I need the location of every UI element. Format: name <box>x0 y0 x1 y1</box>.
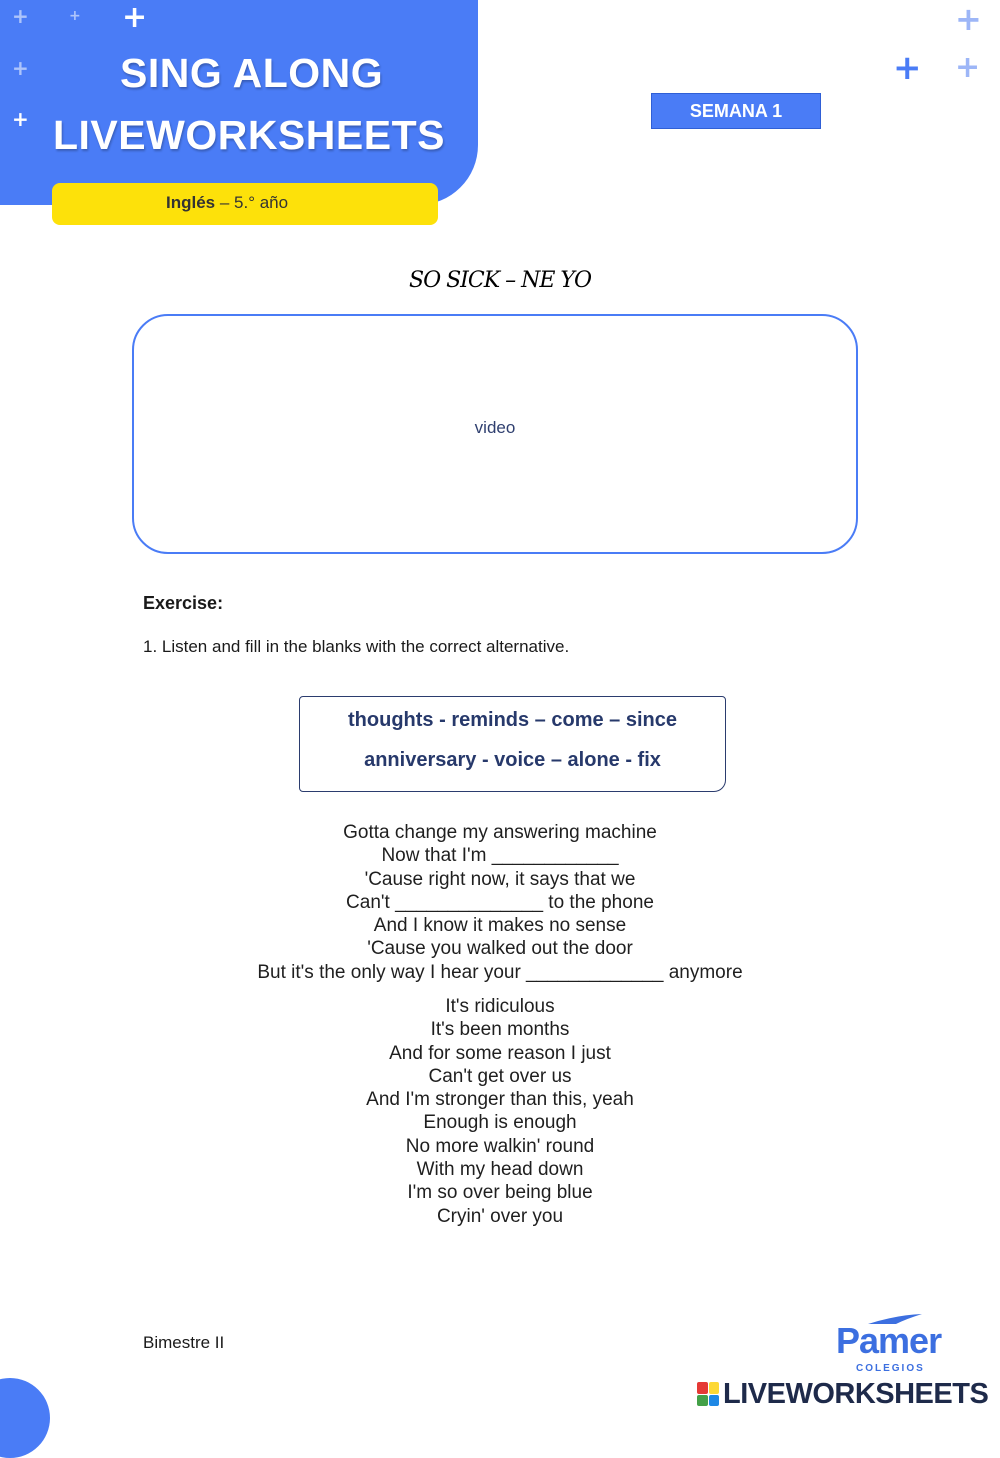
grade-value: – 5.° año <box>215 193 289 212</box>
lyric-line: No more walkin' round <box>405 1135 595 1157</box>
liveworksheets-icon <box>697 1382 719 1406</box>
lyrics-verse-2 <box>0 995 1000 1228</box>
lyric-line: 'Cause you walked out the door <box>367 938 633 960</box>
word-bank-line1: thoughts - reminds – come – since <box>348 709 677 731</box>
exercise-heading: Exercise: <box>143 593 224 613</box>
plus-icon: + <box>122 0 148 35</box>
lyric-line: It's ridiculous <box>445 996 555 1017</box>
exercise-instruction: 1. Listen and fill in the blanks with the correct alternative. <box>143 637 570 656</box>
lyric-line-blank[interactable]: But it's the only way I hear your _____________ anymore <box>257 961 743 983</box>
video-placeholder-label: video <box>474 418 516 437</box>
lyric-line: Can't get over us <box>428 1065 572 1087</box>
week-badge: SEMANA 1 <box>651 93 821 129</box>
video-player[interactable] <box>132 314 858 554</box>
lyric-line: Gotta change my answering machine <box>343 822 657 843</box>
song-title: SO SICK – NE YO <box>409 268 591 293</box>
lyric-line: 'Cause right now, it says that we <box>364 868 636 890</box>
pamer-logo-subtitle: COLEGIOS <box>856 1363 925 1374</box>
lyric-line: And I'm stronger than this, yeah <box>366 1089 634 1111</box>
word-bank-line2: anniversary - voice – alone - fix <box>364 749 661 771</box>
liveworksheets-logo[interactable] <box>697 1379 988 1409</box>
plus-icon: + <box>12 107 29 131</box>
lyric-line: With my head down <box>416 1159 584 1181</box>
lyric-line-blank[interactable]: Can't ______________ to the phone <box>346 891 654 913</box>
grade-bar <box>52 183 438 225</box>
header-banner <box>0 0 478 205</box>
liveworksheets-wordmark: LIVEWORKSHEETS <box>723 1377 989 1410</box>
header-title-line2: LIVEWORKSHEETS <box>53 112 445 158</box>
subject-label: Inglés <box>166 193 216 212</box>
lyrics-verse-1 <box>0 821 1000 984</box>
pamer-logo: Pamer <box>836 1320 942 1361</box>
corner-decoration <box>0 1378 50 1458</box>
lyric-line: And I know it makes no sense <box>373 915 627 937</box>
term-label: Bimestre II <box>143 1333 225 1352</box>
lyric-line: Cryin' over you <box>436 1205 564 1227</box>
plus-icon: + <box>69 8 81 24</box>
plus-icon: + <box>12 56 29 80</box>
plus-icon: + <box>12 4 29 28</box>
lyric-line: Enough is enough <box>423 1112 577 1134</box>
word-bank <box>299 696 726 792</box>
plus-icon: + <box>893 48 922 88</box>
grade-label <box>166 193 288 213</box>
lyric-line: It's been months <box>430 1019 570 1041</box>
header-title-line1: SING ALONG <box>120 50 384 96</box>
lyric-line: I'm so over being blue <box>407 1182 593 1204</box>
plus-icon: + <box>955 0 982 38</box>
lyric-line-blank[interactable]: Now that I'm ____________ <box>381 845 619 867</box>
lyric-line: And for some reason I just <box>389 1042 611 1064</box>
plus-icon: + <box>955 50 981 85</box>
